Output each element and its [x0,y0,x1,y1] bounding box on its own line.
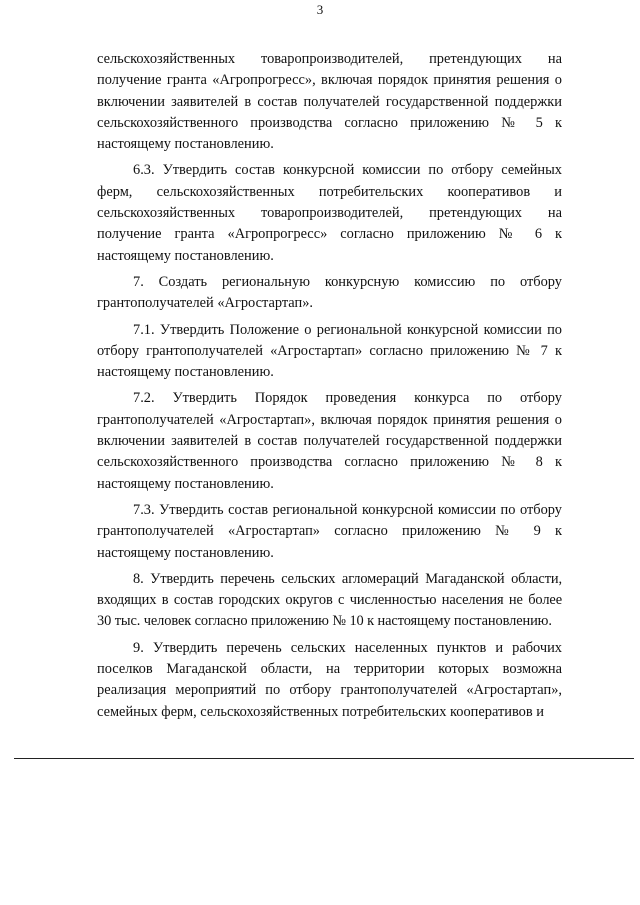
document-body [97,49,562,723]
page-number: 3 [316,2,324,17]
paragraph-7-1: 7.1. Утвердить Положение о региональной конкурсной комиссии по отбору грантополучателей «Агростартап» согласно приложению № 7 к настоящему постановлению. [97,321,562,381]
footer-divider [14,758,634,759]
paragraph-7-2: 7.2. Утвердить Порядок проведения конкурса по отбору грантополучателей «Агростартап», включая порядок принятия решения о включении заявителей в состав получателей государственной поддержки сельскохозяйственного производства согласно приложению № 8 к настоящему постановлению. [97,390,562,492]
paragraph-6-3: 6.3. Утвердить состав конкурсной комиссии по отбору семейных ферм, сельскохозяйственных потребительских кооперативов и сельскохозяйственных товаропроизводителей, претендующих на получение гранта «Агропрогресс» согласно приложению № 6 к настоящему постановлению. [97,162,562,264]
paragraph-7: 7. Создать региональную конкурсную комиссию по отбору грантополучателей «Агростартап». [97,273,562,312]
paragraph-8: 8. Утвердить перечень сельских агломераций Магаданской области, входящих в состав городских округов с численностью населения не более 30 тыс. человек согласно приложению № 10 к настоящему постановлению. [97,570,562,630]
paragraph-9: 9. Утвердить перечень сельских населенных пунктов и рабочих поселков Магаданской области, на территории которых возможна реализация мероприятий по отбору грантополучателей «Агростартап», семейных ферм, сельскохозяйственных потребительских кооперативов и [97,639,562,720]
paragraph-7-3: 7.3. Утвердить состав региональной конкурсной комиссии по отбору грантополучателей «Агростартап» согласно приложению № 9 к настоящему постановлению. [97,501,562,561]
paragraph-continuation: сельскохозяйственных товаропроизводителей, претендующих на получение гранта «Агропрогресс», включая порядок принятия решения о включении заявителей в состав получателей государственной поддержки сельскохозяйственного производства согласно приложению № 5 к настоящему постановлению. [97,51,562,153]
